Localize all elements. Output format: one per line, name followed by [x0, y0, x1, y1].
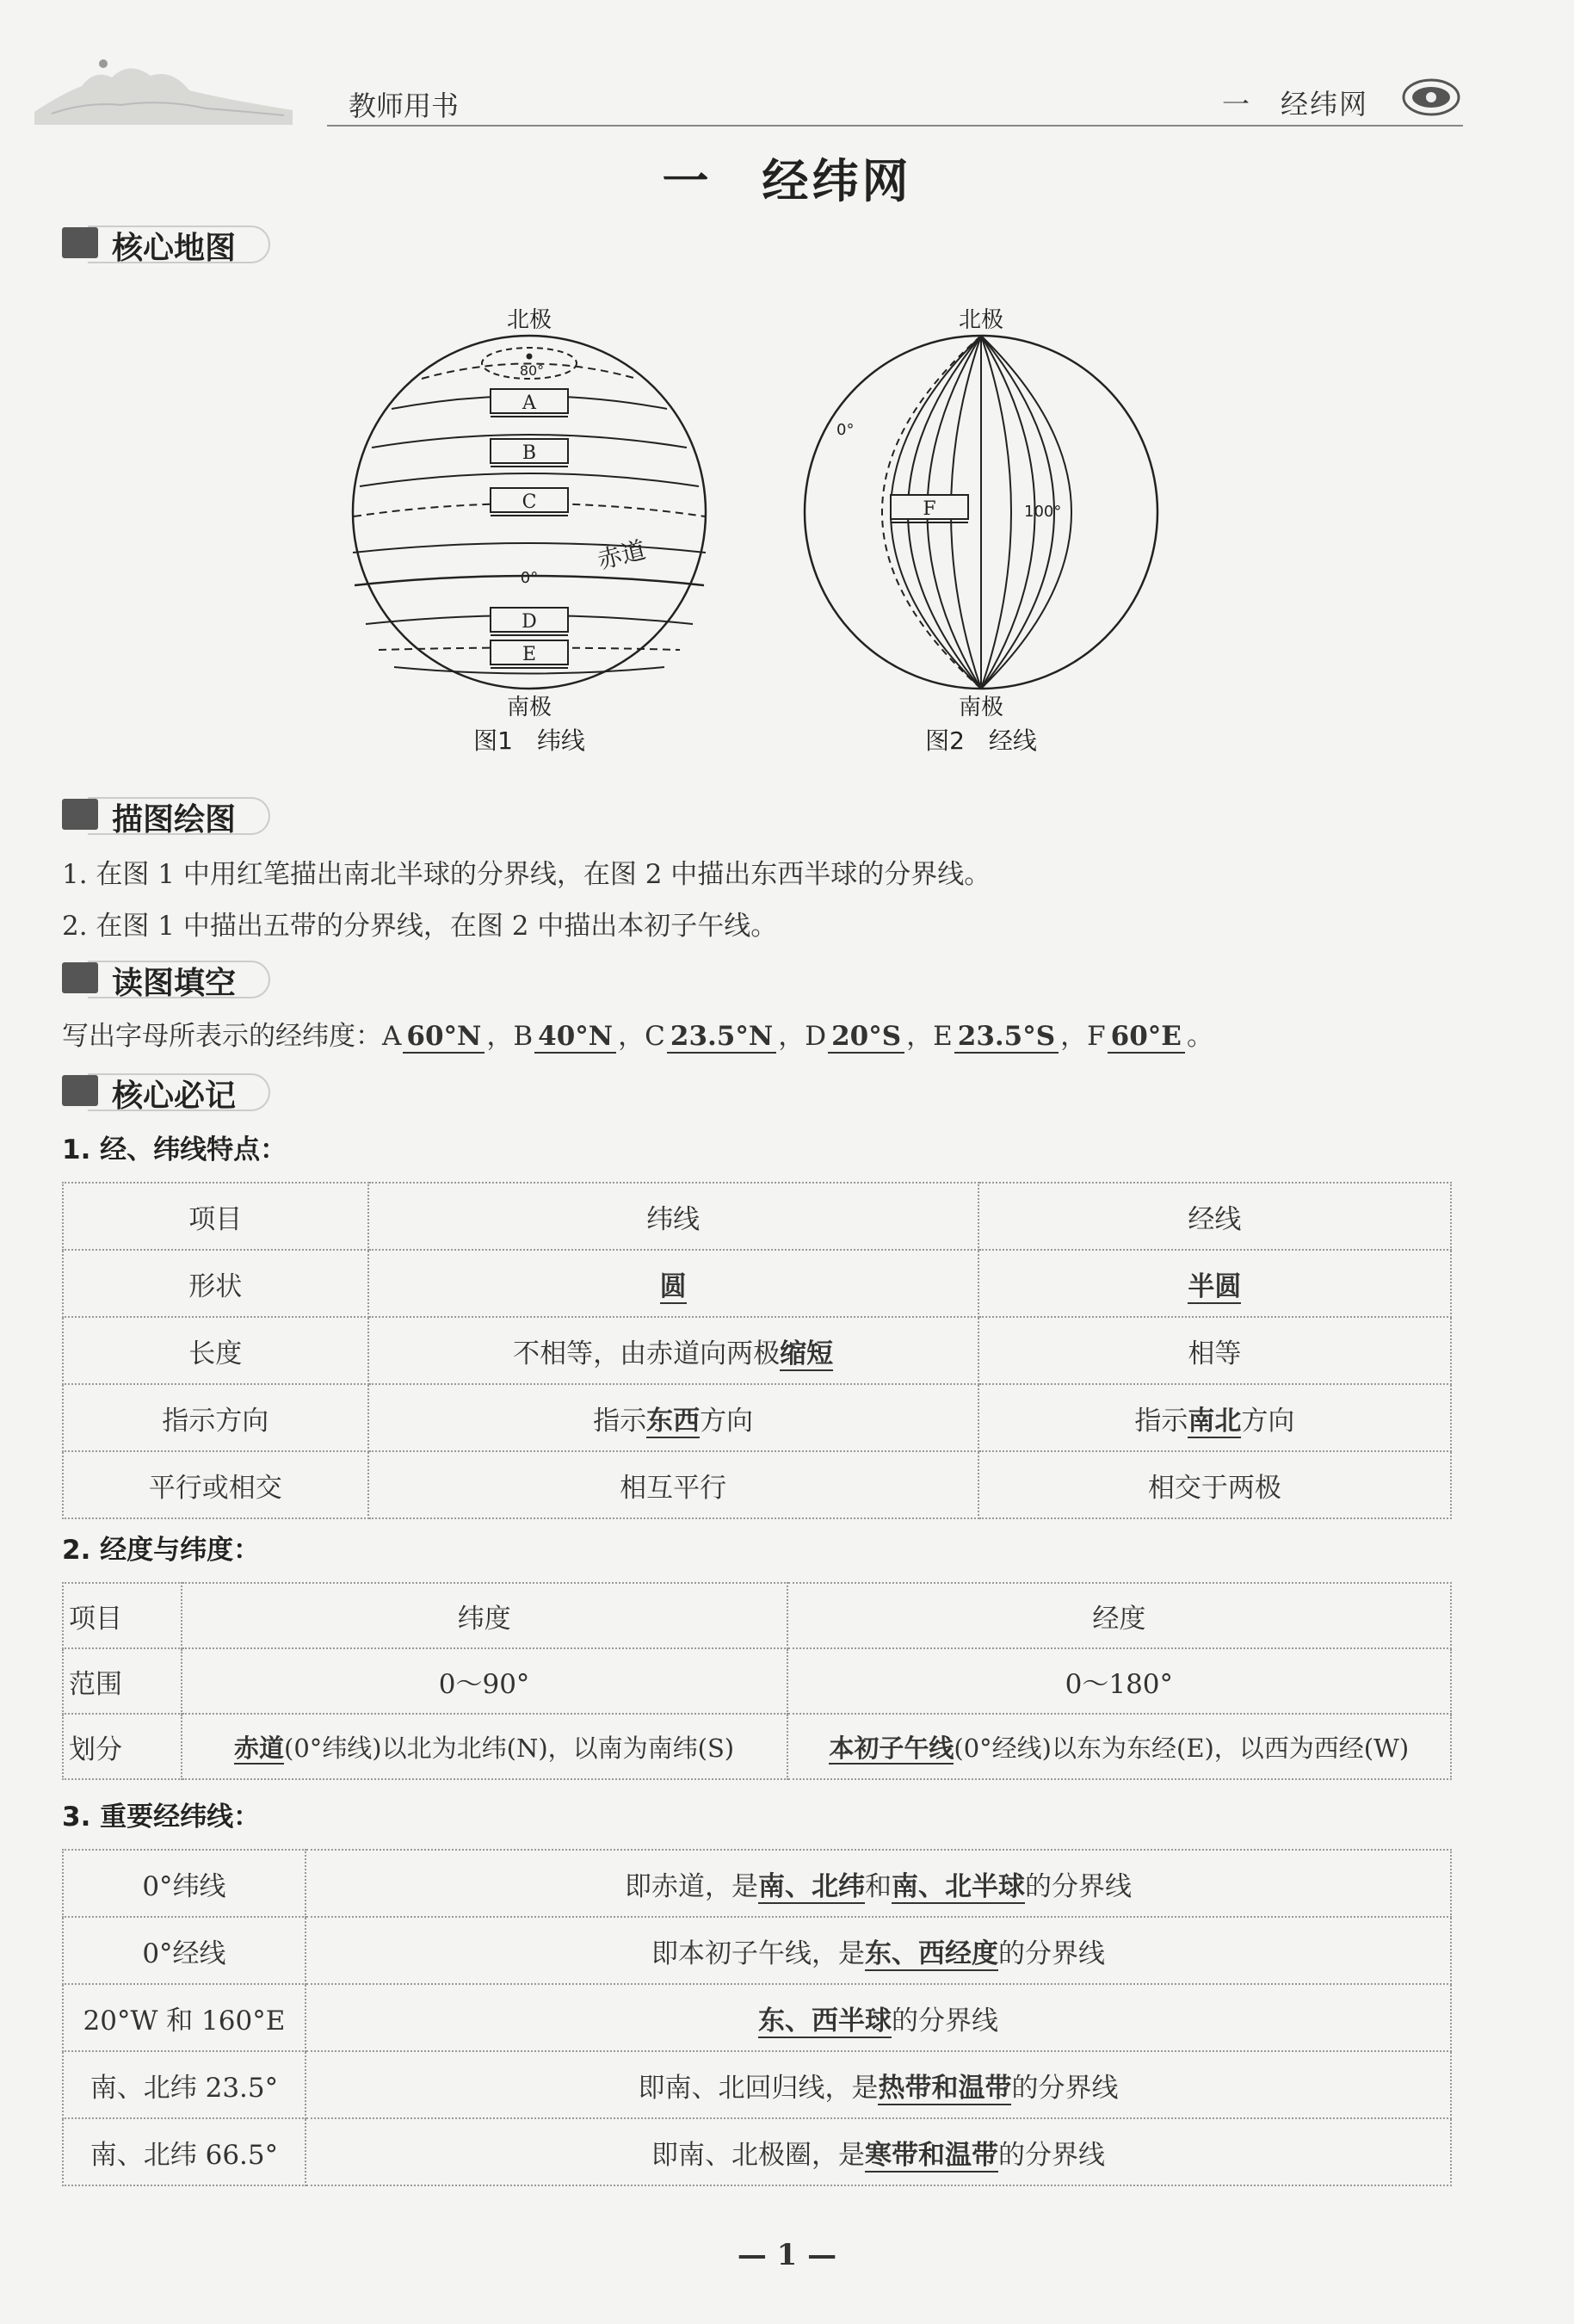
- lon-range: 0～180°: [787, 1648, 1451, 1714]
- eye-logo-icon: [1401, 77, 1461, 117]
- fig1-label-e: E: [522, 644, 537, 665]
- header-chapter-label: 一 经纬网: [1222, 88, 1369, 121]
- fig2-caption: 图2 经线: [925, 726, 1037, 755]
- page-number: — 1 —: [737, 2238, 837, 2272]
- fill-in-a-label: A: [382, 1021, 402, 1052]
- section-label: 核心必记: [112, 1079, 237, 1114]
- fig1-box-D: [491, 608, 568, 635]
- table-line-features: [62, 1182, 1452, 1519]
- section-label: 核心地图: [112, 231, 237, 266]
- lon-value: 相等: [978, 1317, 1451, 1384]
- fig1-box-B: [491, 439, 568, 467]
- fig1-box-A: [491, 389, 568, 417]
- answer-f: 60°E: [1108, 1021, 1185, 1054]
- table3-heading: 3. 重要经纬线：: [62, 1802, 261, 1833]
- figure-longitude-globe: [783, 301, 1179, 783]
- fig2-south-pole-label: 南极: [958, 695, 1004, 720]
- fill-in-end: 。: [1186, 1021, 1213, 1052]
- table-row: [63, 1317, 1451, 1384]
- fig1-pole-point: [527, 354, 533, 360]
- lat-text: 指示: [593, 1405, 647, 1437]
- fig1-south-pole-label: 南极: [506, 695, 552, 720]
- fig1-latitude-line: [353, 543, 706, 553]
- fig1-box-E: [491, 640, 568, 668]
- lon-text: (0°经线)以东为东经(E)，以西为西经(W): [954, 1733, 1410, 1763]
- mountain-decoration-icon: [34, 52, 293, 125]
- fig1-label-a: A: [522, 392, 536, 414]
- fig1-north-pole-label: 北极: [506, 307, 552, 333]
- fill-in-prefix: 写出字母所表示的经纬度：: [62, 1021, 382, 1052]
- table-important-lines: [62, 1849, 1452, 2186]
- table-row: [63, 2051, 1451, 2118]
- lon-value: 相交于两极: [978, 1451, 1451, 1518]
- table-lat-lon-degrees: [62, 1582, 1452, 1780]
- desc-text: 的分界线: [997, 2139, 1105, 2171]
- section-label: 读图填空: [112, 966, 237, 1001]
- fig1-caption: 图1 纬线: [473, 726, 585, 755]
- lon-text: 方向: [1241, 1405, 1295, 1437]
- drawing-task-2: 2. 在图 1 中描出五带的分界线，在图 2 中描出本初子午线。: [62, 911, 778, 942]
- fig1-80deg-label: 80°: [519, 362, 545, 379]
- row-item: 20°W 和 160°E: [63, 1984, 306, 2051]
- fig1-label-d: D: [522, 611, 537, 633]
- table2-heading: 2. 经度与纬度：: [62, 1535, 261, 1566]
- fill-in-d-label: ，D: [778, 1021, 827, 1052]
- table-row: [63, 1250, 1451, 1317]
- lat-range: 0～90°: [182, 1648, 787, 1714]
- row-item: 0°经线: [63, 1917, 306, 1984]
- section-label: 描图绘图: [112, 802, 237, 838]
- row-item: 0°纬线: [63, 1850, 306, 1917]
- fill-in-line: [62, 1014, 1213, 1054]
- lat-text: 不相等，由赤道向两极: [513, 1338, 781, 1369]
- row-item: 指示方向: [63, 1384, 368, 1451]
- fig1-equator-label: 赤道: [595, 535, 649, 575]
- header-cell: 项目: [63, 1183, 368, 1250]
- header-cell: 经度: [787, 1583, 1451, 1648]
- fig2-label-f: F: [923, 498, 936, 520]
- answer-a: 60°N: [403, 1021, 485, 1054]
- lon-emphasis: 南北: [1188, 1405, 1242, 1437]
- drawing-task-1: 1. 在图 1 中用红笔描出南北半球的分界线，在图 2 中描出东西半球的分界线。: [62, 859, 991, 890]
- fill-in-f-label: ，F: [1060, 1021, 1106, 1052]
- desc-text: 和: [864, 1870, 892, 1902]
- answer-d: 20°S: [828, 1021, 904, 1054]
- desc-text: 的分界线: [1024, 1870, 1132, 1902]
- header-rule: [327, 125, 1463, 127]
- row-item: 形状: [63, 1250, 368, 1317]
- row-item: 平行或相交: [63, 1451, 368, 1518]
- desc-text: 的分界线: [891, 2005, 998, 2037]
- table-row: [63, 1850, 1451, 1917]
- desc-text: 即南、北极圈，是: [651, 2139, 865, 2171]
- desc-emphasis: 东、西半球: [757, 2005, 892, 2037]
- header-cell: 纬度: [182, 1583, 787, 1648]
- section-header-fill-in: [62, 957, 277, 1001]
- answer-c: 23.5°N: [667, 1021, 776, 1054]
- table-row: [63, 2118, 1451, 2185]
- section-header-key-points: [62, 1070, 277, 1114]
- page-title: 一 经纬网: [662, 154, 912, 208]
- lon-text: 指示: [1134, 1405, 1188, 1437]
- header-cell: 经线: [978, 1183, 1451, 1250]
- table-row: [63, 1917, 1451, 1984]
- desc-emphasis: 东、西经度: [864, 1938, 998, 1969]
- desc-emphasis: 南、北半球: [891, 1870, 1025, 1902]
- section-header-core-map: [62, 222, 277, 266]
- fig1-label-c: C: [522, 491, 537, 513]
- desc-text: 的分界线: [997, 1938, 1105, 1969]
- fill-in-e-label: ，E: [906, 1021, 953, 1052]
- row-item: 范围: [63, 1648, 182, 1714]
- fig1-0deg-label: 0°: [520, 569, 539, 587]
- row-item: 划分: [63, 1714, 182, 1779]
- table-header-row: [63, 1583, 1451, 1648]
- lon-emphasis: 本初子午线: [829, 1733, 954, 1763]
- answer-e: 23.5°S: [954, 1021, 1059, 1054]
- lat-text: (0°纬线)以北为北纬(N)，以南为南纬(S): [284, 1733, 735, 1763]
- table-row: [63, 1384, 1451, 1451]
- lat-value: 圆: [659, 1270, 687, 1302]
- fig2-box-F: [891, 495, 968, 522]
- fig1-latitude-line: [360, 473, 699, 486]
- desc-text: 的分界线: [1011, 2072, 1119, 2104]
- header-cell: 项目: [63, 1583, 182, 1648]
- lon-value: 半圆: [1188, 1270, 1242, 1302]
- desc-text: 即南、北回归线，是: [638, 2072, 879, 2104]
- table-row: [63, 1984, 1451, 2051]
- lat-text: 方向: [700, 1405, 754, 1437]
- fig2-north-pole-label: 北极: [958, 307, 1004, 333]
- lat-value: 相互平行: [368, 1451, 978, 1518]
- desc-text: 即赤道，是: [624, 1870, 758, 1902]
- table-row: [63, 1714, 1451, 1779]
- fill-in-c-label: ，C: [618, 1021, 665, 1052]
- table-header-row: [63, 1183, 1451, 1250]
- desc-emphasis: 南、北纬: [757, 1870, 865, 1902]
- fill-in-b-label: ，B: [486, 1021, 534, 1052]
- fig2-0deg-label: 0°: [836, 421, 855, 439]
- desc-emphasis: 热带和温带: [878, 2072, 1012, 2104]
- row-item: 长度: [63, 1317, 368, 1384]
- row-item: 南、北纬 23.5°: [63, 2051, 306, 2118]
- table-row: [63, 1648, 1451, 1714]
- lat-emphasis: 赤道: [234, 1733, 285, 1763]
- desc-emphasis: 寒带和温带: [864, 2139, 998, 2171]
- desc-text: 即本初子午线，是: [651, 1938, 865, 1969]
- header-left-label: 教师用书: [349, 90, 460, 122]
- fig1-box-C: [491, 488, 568, 516]
- section-header-drawing: [62, 794, 277, 838]
- table1-heading: 1. 经、纬线特点：: [62, 1134, 287, 1165]
- lat-emphasis: 缩短: [780, 1338, 834, 1369]
- fig2-100deg-label: 100°: [1024, 503, 1062, 521]
- table-row: [63, 1451, 1451, 1518]
- fig1-label-b: B: [522, 442, 537, 464]
- row-item: 南、北纬 66.5°: [63, 2118, 306, 2185]
- fig2-meridian-line: [981, 336, 1011, 689]
- header-cell: 纬线: [368, 1183, 978, 1250]
- answer-b: 40°N: [534, 1021, 616, 1054]
- figure-latitude-globe: [327, 301, 731, 783]
- lat-emphasis: 东西: [646, 1405, 701, 1437]
